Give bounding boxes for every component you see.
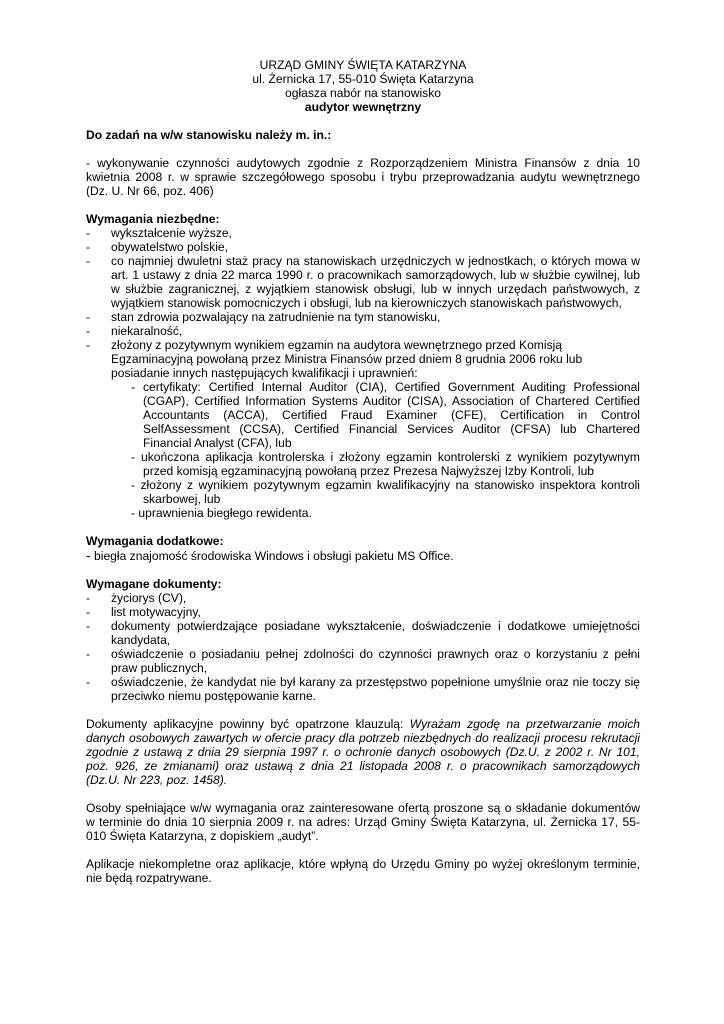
bullet-dash: - <box>86 254 91 268</box>
duties-heading: Do zadań na w/w stanowisku należy m. in.: <box>86 128 332 142</box>
announcement-line: ogłasza nabór na stanowisko <box>285 86 441 100</box>
bullet-dash: - <box>86 226 91 240</box>
additional-heading: Wymagania dodatkowe: <box>86 534 224 548</box>
additional-item <box>86 548 640 563</box>
list-item <box>86 254 640 310</box>
list-item <box>86 310 640 324</box>
list-item-text: niekaralność, <box>111 324 183 338</box>
list-item: - złożony z wynikiem pozytywnym egzamin kwalifikacyjny na stanowisko inspektora kontroli skarbowej, lub <box>131 478 640 506</box>
duties-line-2: kwietnia 2008 r. w sprawie szczegółowego sposobu i trybu przeprowadzania audytu wewnętrznego <box>86 170 640 184</box>
list-item <box>86 675 640 703</box>
list-item-text: list motywacyjny, <box>111 605 201 619</box>
exam-line-3: posiadanie innych następujących kwalifikacji i uprawnień: <box>111 366 418 380</box>
announcement-page <box>86 58 640 885</box>
list-item-text: oświadczenie, że kandydat nie był karany za przestępstwo popełnione umyślnie oraz nie toczy się przeciwko niemu postępowanie karne. <box>111 675 640 703</box>
list-item-text: dokumenty potwierdzające posiadane wykształcenie, doświadczenie i dodatkowe umiejętności kandydata, <box>111 619 640 647</box>
exam-requirement <box>111 338 640 520</box>
bullet-dash: - <box>86 619 91 633</box>
list-item <box>86 605 640 619</box>
position-title: audytor wewnętrzny <box>304 100 422 114</box>
duties-line-3: (Dz. U. Nr 66, poz. 406) <box>86 184 214 198</box>
submission-info: Osoby spełniające w/w wymagania oraz zainteresowane ofertą proszone są o składanie dokumentów w terminie do dnia 10 sierpnia 2009 r. na adres: Urząd Gminy Święta Katarzyna, ul. Żernicka 17, 55-010 Święta Katarzyna, z dopiskiem „audyt”. <box>86 801 640 843</box>
list-item-text: stan zdrowia pozwalający na zatrudnienie na tym stanowisku, <box>111 310 441 324</box>
bullet-dash: - <box>86 547 91 563</box>
list-item-text: wykształcenie wyższe, <box>111 226 232 240</box>
bullet-dash: - <box>86 338 91 352</box>
required-heading: Wymagania niezbędne: <box>86 212 220 226</box>
clause-intro: Dokumenty aplikacyjne powinny być opatrzone klauzulą: <box>86 717 410 731</box>
list-item <box>86 647 640 675</box>
list-item <box>86 240 640 254</box>
duties-line-1: - wykonywanie czynności audytowych zgodnie z Rozporządzeniem Ministra Finansów z dnia 10 <box>86 156 640 170</box>
list-item-text: życiorys (CV), <box>111 591 187 605</box>
documents-heading: Wymagane dokumenty: <box>86 577 222 591</box>
bullet-dash: - <box>86 310 91 324</box>
bullet-dash: - <box>86 591 91 605</box>
list-item <box>86 324 640 338</box>
bullet-dash: - <box>86 240 91 254</box>
list-item <box>86 591 640 605</box>
bullet-dash: - <box>86 324 91 338</box>
list-item <box>86 338 640 520</box>
bullet-dash: - <box>86 647 91 661</box>
exam-line-1: złożony z pozytywnym wynikiem egzamin na audytora wewnętrznego przed Komisją <box>111 338 563 352</box>
bullet-dash: - <box>86 605 91 619</box>
exam-line-2: Egzaminacyjną powołaną przez Ministra Finansów przed dniem 8 grudnia 2006 roku lub <box>111 352 583 366</box>
list-item-text: co najmniej dwuletni staż pracy na stanowiskach urzędniczych w jednostkach, o których mowa w art. 1 ustawy z dnia 22 marca 1990 r. o pracownikach samorządowych, lub w służbie cywilnej, lub w służbie zagranicznej, z wyjątkiem stanowisk obsługi, lub w innych urzędach państwowych, z wyjątkiem stanowisk pomocniczych i obsługi, lub na kierowniczych stanowiskach państwowych, <box>111 254 640 310</box>
consent-clause <box>86 717 640 787</box>
list-item-text: oświadczenie o posiadaniu pełnej zdolności do czynności prawnych oraz o korzystaniu z pełni praw publicznych, <box>111 647 640 675</box>
list-item: - ukończona aplikacja kontrolerska i złożony egzamin kontrolerski z wynikiem pozytywnym przed komisją egzaminacyjną powołaną przez Prezesa Najwyższej Izby Kontroli, lub <box>131 450 640 478</box>
list-item-text: obywatelstwo polskie, <box>111 240 228 254</box>
office-name: URZĄD GMINY ŚWIĘTA KATARZYNA <box>259 58 467 72</box>
list-item <box>86 226 640 240</box>
list-item <box>86 619 640 647</box>
clause-text: Wyrażam zgodę na przetwarzanie moich danych osobowych zawartych w ofercie pracy dla potrzeb niezbędnych do realizacji procesu rekrutacji zgodnie z ustawą z dnia 29 sierpnia 1997 r. o ochronie danych osobowych (Dz.U. z 2002 r. Nr 101, poz. 926, ze zmianami) oraz ustawą z dnia 21 listopada 2008 r. o pracownikach samorządowych (Dz.U. Nr 223, poz. 1458). <box>86 717 641 787</box>
incomplete-note: Aplikacje niekompletne oraz aplikacje, które wpłyną do Urzędu Gminy po wyżej określonym terminie, nie będą rozpatrywane. <box>86 857 640 885</box>
list-item: - uprawnienia biegłego rewidenta. <box>131 506 312 520</box>
bullet-dash: - <box>86 675 91 689</box>
qualification-sublist <box>131 380 640 520</box>
list-item: - certyfikaty: Certified Internal Auditor (CIA), Certified Government Auditing Professional (CGAP), Certified Information Systems Auditor (CISA), Association of Chartered Certified Accountants (ACCA), Certified Fraud Examiner (CFE), Certification in Control SelfAssessment (CCSA), Certified Financial Services Auditor (CFSA) lub Chartered Financial Analyst (CFA), lub <box>131 380 640 450</box>
list-item-text: biegła znajomość środowiska Windows i obsługi pakietu MS Office. <box>94 549 454 563</box>
office-address: ul. Żernicka 17, 55-010 Święta Katarzyna <box>252 72 474 86</box>
